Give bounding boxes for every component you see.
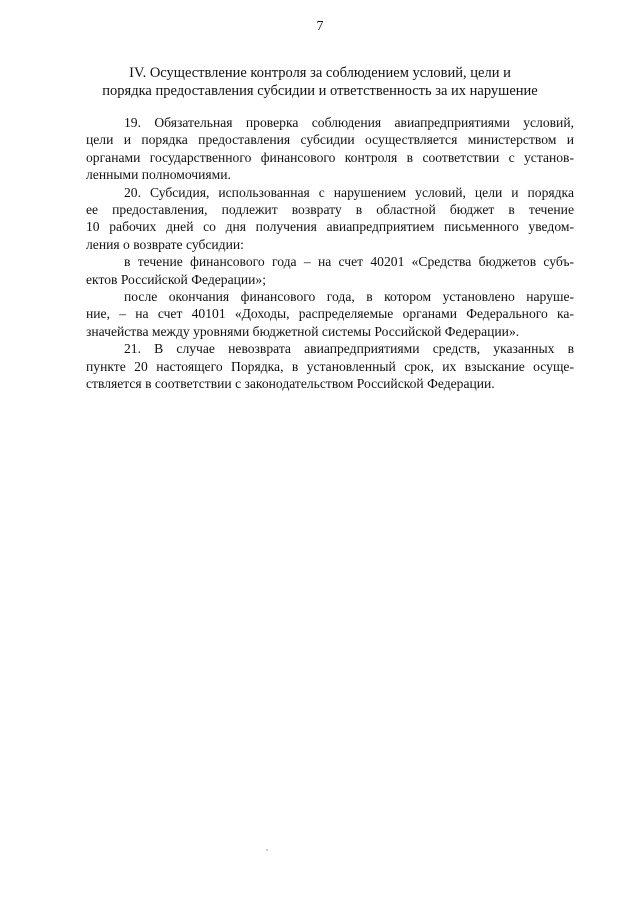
paragraph-line: цели и порядка предоставления субсидии осуществляется министерством и	[86, 132, 574, 148]
section-heading-line-2: порядка предоставления субсидии и ответственность за их нарушение	[102, 83, 538, 99]
paragraph-line: ние, – на счет 40101 «Доходы, распределяемые органами Федерального ка-	[86, 306, 574, 322]
paragraph-20	[86, 184, 574, 254]
paragraph-line: ее предоставления, подлежит возврату в областной бюджет в течение	[86, 202, 574, 218]
section-heading	[70, 64, 570, 100]
paragraph-line: 10 рабочих дней со дня получения авиапредприятием письменного уведом-	[86, 219, 574, 235]
paragraph-line: пункте 20 настоящего Порядка, в установленный срок, их взыскание осуще-	[86, 358, 574, 374]
paragraph-line: 21. В случае невозврата авиапредприятиями средств, указанных в	[124, 341, 574, 357]
paragraph-line: ления о возврате субсидии:	[86, 236, 244, 252]
page-number: 7	[316, 19, 324, 34]
paragraph-line: значейства между уровнями бюджетной системы Российской Федерации».	[86, 323, 520, 339]
scan-speck	[266, 849, 268, 851]
paragraph-line: 19. Обязательная проверка соблюдения авиапредприятиями условий,	[124, 115, 574, 130]
paragraph-line: ленными полномочиями.	[86, 167, 231, 183]
paragraph-19	[86, 114, 574, 184]
paragraph-20-after-year	[86, 288, 574, 340]
paragraph-20-during-year	[86, 253, 574, 288]
document-body	[86, 114, 574, 393]
paragraph-line: в течение финансового года – на счет 40201 «Средства бюджетов субъ-	[124, 254, 574, 270]
paragraph-line: органами государственного финансового контроля в соответствии с установ-	[86, 149, 574, 165]
paragraph-line: после окончания финансового года, в котором установлено наруше-	[124, 289, 574, 305]
section-heading-line-1: IV. Осуществление контроля за соблюдением условий, цели и	[129, 65, 511, 81]
paragraph-21	[86, 340, 574, 392]
paragraph-line: ствляется в соответствии с законодательством Российской Федерации.	[86, 376, 495, 392]
paragraph-line: ектов Российской Федерации»;	[86, 271, 266, 287]
paragraph-line: 20. Субсидия, использованная с нарушением условий, цели и порядка	[124, 184, 574, 200]
